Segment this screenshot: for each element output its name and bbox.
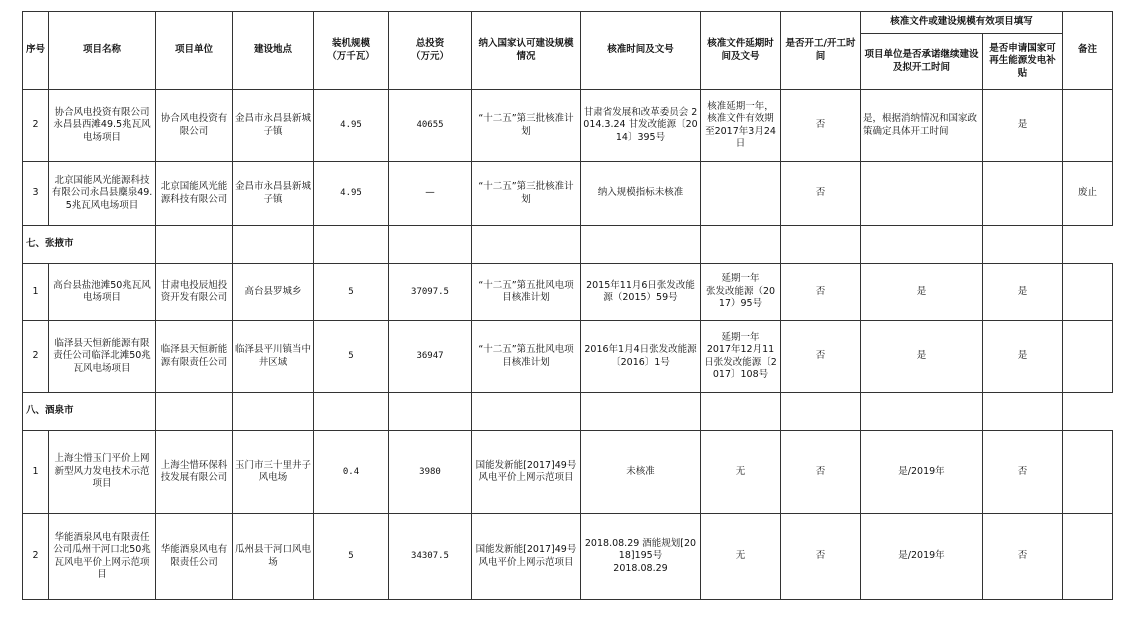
cell-investment: 37097.5 bbox=[389, 264, 472, 321]
cell-approval: 未核准 bbox=[581, 431, 701, 514]
cell-unit: 协合风电投资有限公司 bbox=[156, 90, 233, 162]
cell-unit: 甘肃电投辰旭投资开发有限公司 bbox=[156, 264, 233, 321]
cell-started: 否 bbox=[781, 162, 861, 226]
cell-extension: 核准延期一年，核准文件有效期至2017年3月24日 bbox=[701, 90, 781, 162]
cell-subsidy: 是 bbox=[983, 264, 1063, 321]
cell-investment: 3980 bbox=[389, 431, 472, 514]
header-subsidy: 是否申请国家可再生能源发电补贴 bbox=[983, 34, 1063, 90]
cell-name: 上海尘惜玉门平价上网新型风力发电技术示范项目 bbox=[49, 431, 156, 514]
table-row bbox=[23, 321, 1113, 393]
cell-continue: 是，根据消纳情况和国家政策确定具体开工时间 bbox=[861, 90, 983, 162]
table-row bbox=[23, 162, 1113, 226]
cell-unit: 临泽县天恒新能源有限责任公司 bbox=[156, 321, 233, 393]
cell-capacity: 5 bbox=[314, 514, 389, 600]
cell-seq: 2 bbox=[23, 90, 49, 162]
cell-approval: 2015年11月6日张发改能源（2015）59号 bbox=[581, 264, 701, 321]
cell-started: 否 bbox=[781, 264, 861, 321]
cell-investment: — bbox=[389, 162, 472, 226]
header-name: 项目名称 bbox=[49, 12, 156, 90]
cell-location: 临泽县平川镇当中井区域 bbox=[233, 321, 314, 393]
table-row bbox=[23, 264, 1113, 321]
cell-national-plan: 国能发新能[2017]49号 风电平价上网示范项目 bbox=[472, 514, 581, 600]
cell-seq: 3 bbox=[23, 162, 49, 226]
cell-name: 北京国能风光能源科技有限公司永昌县麋泉49.5兆瓦风电场项目 bbox=[49, 162, 156, 226]
cell-remark bbox=[1063, 264, 1113, 321]
cell-national-plan: “十二五”第三批核准计划 bbox=[472, 162, 581, 226]
cell-remark bbox=[1063, 431, 1113, 514]
header-location: 建设地点 bbox=[233, 12, 314, 90]
cell-continue: 是 bbox=[861, 321, 983, 393]
cell-seq: 1 bbox=[23, 431, 49, 514]
header-capacity: 装机规模 （万千瓦） bbox=[314, 12, 389, 90]
cell-location: 玉门市三十里井子风电场 bbox=[233, 431, 314, 514]
cell-subsidy: 否 bbox=[983, 514, 1063, 600]
cell-started: 否 bbox=[781, 321, 861, 393]
section-row-jiuquan bbox=[23, 393, 1113, 431]
cell-investment: 36947 bbox=[389, 321, 472, 393]
cell-remark bbox=[1063, 90, 1113, 162]
header-remark: 备注 bbox=[1063, 12, 1113, 90]
cell-approval: 2018.08.29 酒能规划[2018]195号 2018.08.29 bbox=[581, 514, 701, 600]
cell-national-plan: “十二五”第五批风电项目核准计划 bbox=[472, 321, 581, 393]
cell-extension: 延期一年 张发改能源（2017）95号 bbox=[701, 264, 781, 321]
cell-capacity: 4.95 bbox=[314, 162, 389, 226]
cell-seq: 2 bbox=[23, 321, 49, 393]
cell-started: 否 bbox=[781, 514, 861, 600]
header-extension: 核准文件延期时间及文号 bbox=[701, 12, 781, 90]
cell-approval: 2016年1月4日张发改能源〔2016〕1号 bbox=[581, 321, 701, 393]
cell-extension: 无 bbox=[701, 514, 781, 600]
cell-continue: 是/2019年 bbox=[861, 431, 983, 514]
cell-remark bbox=[1063, 514, 1113, 600]
cell-subsidy bbox=[983, 162, 1063, 226]
header-national-plan: 纳入国家认可建设规模情况 bbox=[472, 12, 581, 90]
cell-subsidy: 是 bbox=[983, 90, 1063, 162]
cell-seq: 2 bbox=[23, 514, 49, 600]
cell-approval: 甘肃省发展和改革委员会 2014.3.24 甘发改能源〔2014〕395号 bbox=[581, 90, 701, 162]
header-investment: 总投资 （万元） bbox=[389, 12, 472, 90]
cell-location: 瓜州县干河口风电场 bbox=[233, 514, 314, 600]
table-row bbox=[23, 431, 1113, 514]
header-approval: 核准时间及文号 bbox=[581, 12, 701, 90]
section-title: 七、张掖市 bbox=[23, 226, 156, 264]
page bbox=[22, 11, 1113, 600]
table-row bbox=[23, 514, 1113, 600]
cell-capacity: 5 bbox=[314, 321, 389, 393]
header-continue: 项目单位是否承诺继续建设及拟开工时间 bbox=[861, 34, 983, 90]
cell-extension bbox=[701, 162, 781, 226]
cell-name: 临泽县天恒新能源有限责任公司临泽北滩50兆瓦风电场项目 bbox=[49, 321, 156, 393]
header-seq: 序号 bbox=[23, 12, 49, 90]
cell-name: 高台县盐池滩50兆瓦风电场项目 bbox=[49, 264, 156, 321]
cell-continue: 是 bbox=[861, 264, 983, 321]
cell-unit: 华能酒泉风电有限责任公司 bbox=[156, 514, 233, 600]
header-unit: 项目单位 bbox=[156, 12, 233, 90]
cell-investment: 40655 bbox=[389, 90, 472, 162]
cell-subsidy: 否 bbox=[983, 431, 1063, 514]
cell-name: 协合风电投资有限公司永昌县西滩49.5兆瓦风电场项目 bbox=[49, 90, 156, 162]
cell-unit: 北京国能风光能源科技有限公司 bbox=[156, 162, 233, 226]
cell-investment: 34307.5 bbox=[389, 514, 472, 600]
header-started: 是否开工/开工时间 bbox=[781, 12, 861, 90]
header-row-1 bbox=[23, 12, 1113, 34]
table-row bbox=[23, 90, 1113, 162]
cell-national-plan: “十二五”第五批风电项目核准计划 bbox=[472, 264, 581, 321]
cell-extension: 无 bbox=[701, 431, 781, 514]
cell-capacity: 5 bbox=[314, 264, 389, 321]
section-row-zhangye bbox=[23, 226, 1113, 264]
cell-location: 高台县罗城乡 bbox=[233, 264, 314, 321]
cell-seq: 1 bbox=[23, 264, 49, 321]
cell-capacity: 4.95 bbox=[314, 90, 389, 162]
cell-name: 华能酒泉风电有限责任公司瓜州干河口北50兆瓦风电平价上网示范项目 bbox=[49, 514, 156, 600]
cell-location: 金昌市永昌县新城子镇 bbox=[233, 90, 314, 162]
cell-unit: 上海尘惜环保科技发展有限公司 bbox=[156, 431, 233, 514]
header-group: 核准文件或建设规模有效项目填写 bbox=[861, 12, 1063, 34]
cell-capacity: 0.4 bbox=[314, 431, 389, 514]
project-table bbox=[22, 11, 1113, 600]
cell-started: 否 bbox=[781, 90, 861, 162]
cell-national-plan: “十二五”第三批核准计划 bbox=[472, 90, 581, 162]
section-title: 八、酒泉市 bbox=[23, 393, 156, 431]
cell-started: 否 bbox=[781, 431, 861, 514]
cell-approval: 纳入规模指标未核准 bbox=[581, 162, 701, 226]
cell-subsidy: 是 bbox=[983, 321, 1063, 393]
cell-extension: 延期一年 2017年12月11日张发改能源〔2017〕108号 bbox=[701, 321, 781, 393]
cell-continue: 是/2019年 bbox=[861, 514, 983, 600]
cell-continue bbox=[861, 162, 983, 226]
cell-national-plan: 国能发新能[2017]49号 风电平价上网示范项目 bbox=[472, 431, 581, 514]
cell-remark bbox=[1063, 321, 1113, 393]
cell-remark: 废止 bbox=[1063, 162, 1113, 226]
cell-location: 金昌市永昌县新城子镇 bbox=[233, 162, 314, 226]
